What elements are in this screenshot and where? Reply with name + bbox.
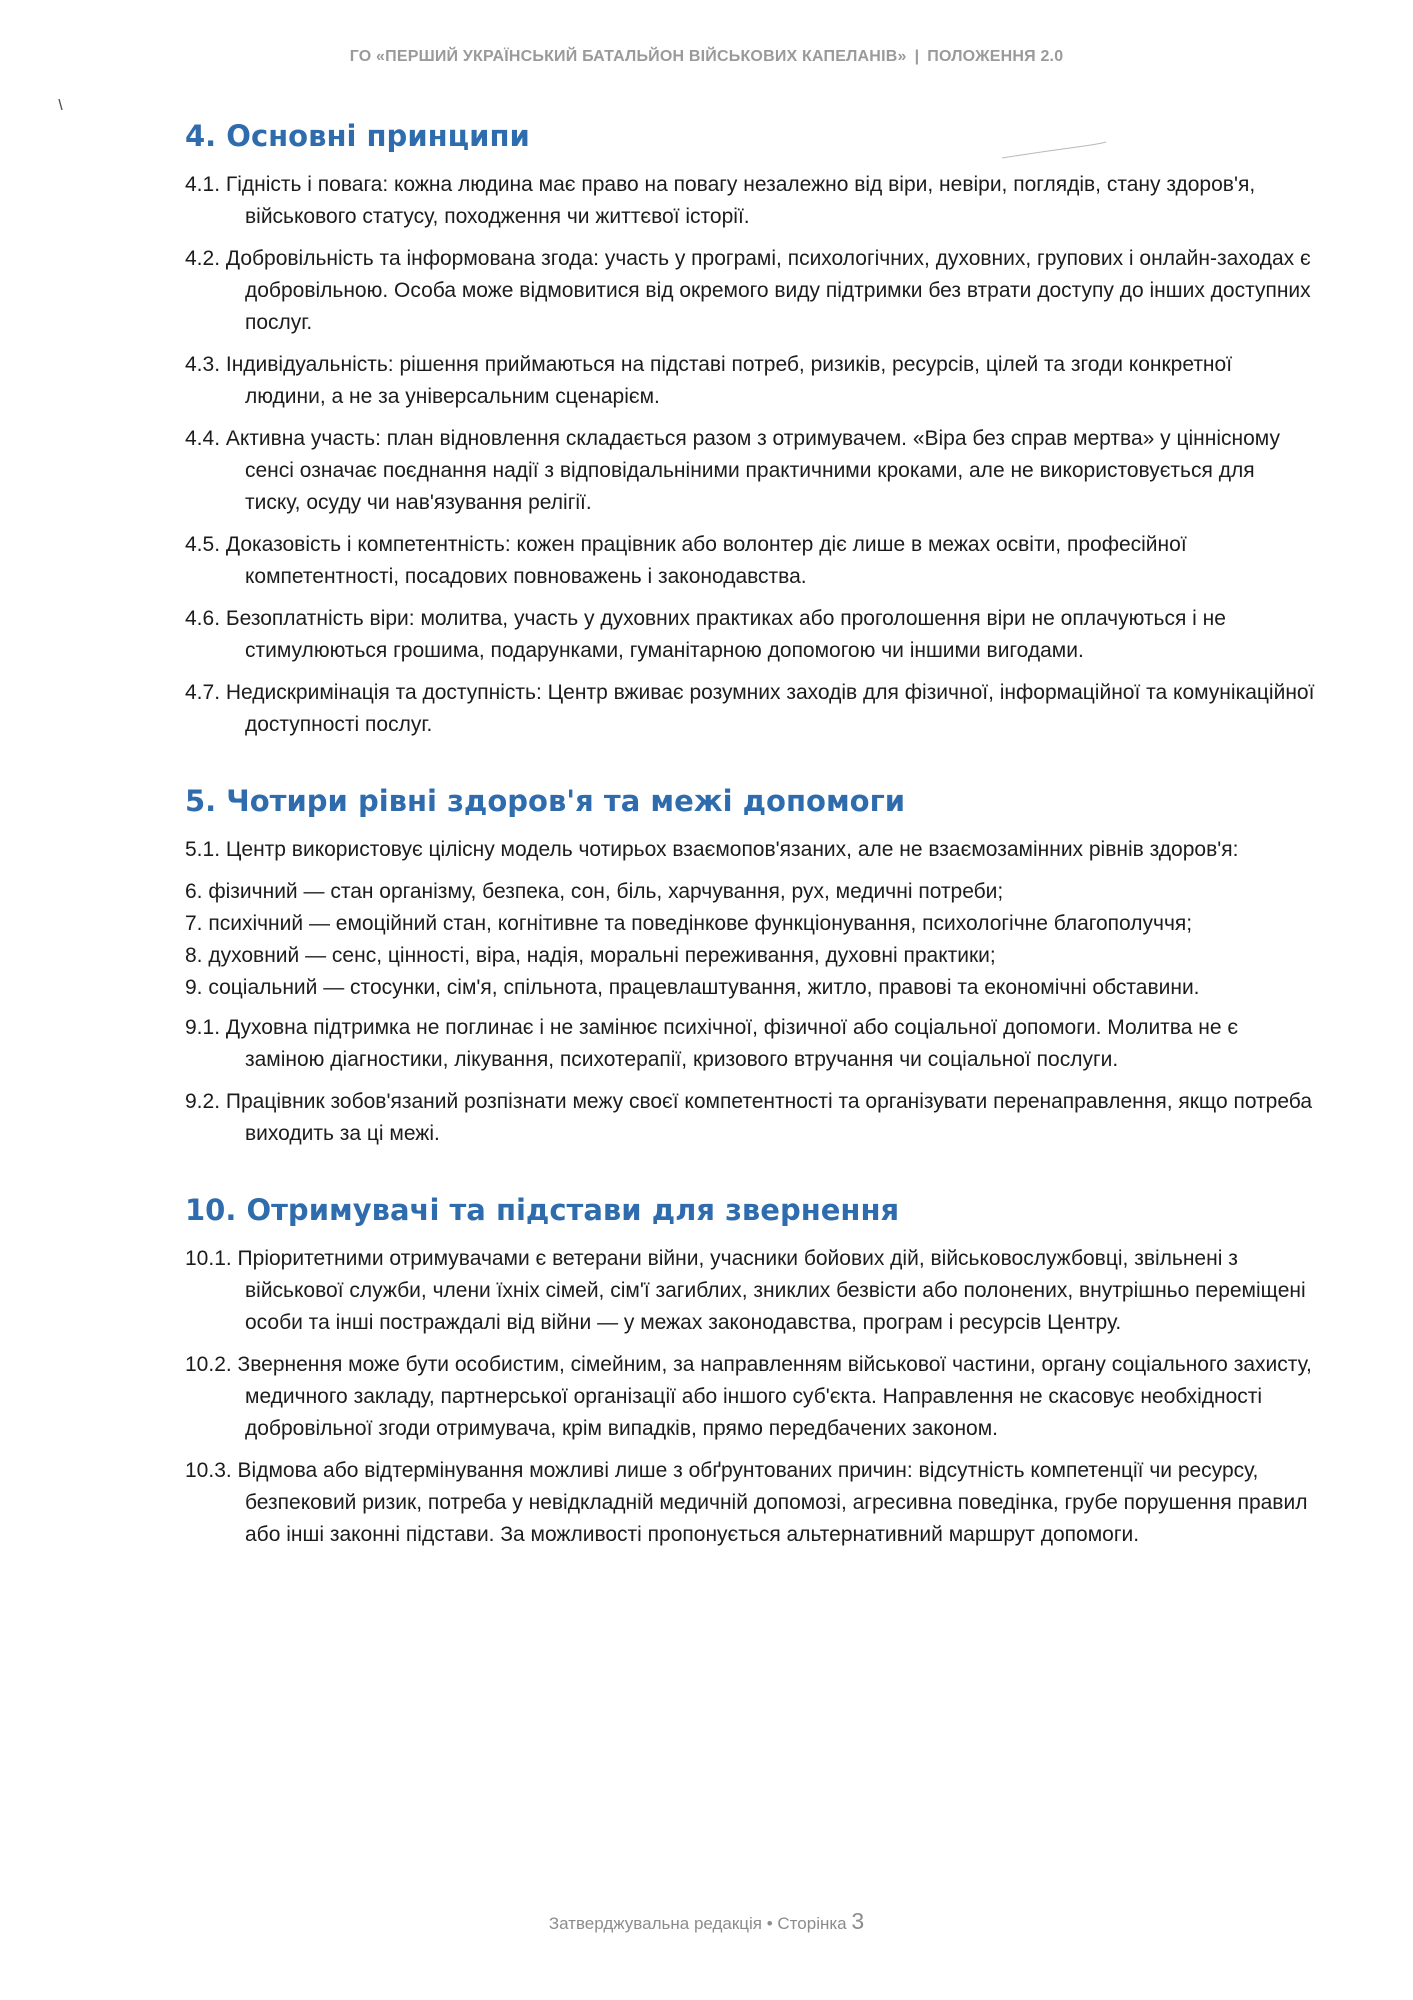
- header-org: ГО «ПЕРШИЙ УКРАЇНСЬКИЙ БАТАЛЬЙОН ВІЙСЬКОВИХ КАПЕЛАНІВ»: [349, 48, 907, 65]
- clause-10-1: 10.1. Пріоритетними отримувачами є ветерани війни, учасники бойових дій, військовослужбовці, звільнені з військової служби, члени їхніх сімей, сім'ї загиблих, зниклих безвісти або полонених, внутрішньо переміщені особи та інші постраждалі від війни — у межах законодавства, програм і ресурсів Центру.: [185, 1247, 1306, 1334]
- page-number: 3: [851, 1908, 865, 1934]
- clause-10-2: 10.2. Звернення може бути особистим, сімейним, за направленням військової частини, органу соціального захисту, медичного закладу, партнерської організації або іншого суб'єкта. Направлення не скасовує необхідності добровільної згоди отримувача, крім випадків, прямо передбачених законом.: [185, 1353, 1312, 1440]
- clause-10-3: 10.3. Відмова або відтермінування можливі лише з обґрунтованих причин: відсутність компетенції чи ресурсу, безпековий ризик, потреба у невідкладній медичній допомозі, агресивна поведінка, грубе порушення правил або інші законні підстави. За можливості пропонується альтернативний маршрут допомоги.: [185, 1459, 1308, 1546]
- document-body: [185, 119, 1315, 1561]
- health-levels-list: [185, 876, 1315, 1004]
- section-10-heading: 10. Отримувачі та підстави для звернення: [185, 1193, 900, 1227]
- header-separator: |: [914, 48, 920, 65]
- clause-4-5: 4.5. Доказовість і компетентність: кожен працівник або волонтер діє лише в межах освіти, професійної компетентності, посадових повноважень і законодавства.: [185, 533, 1187, 588]
- list-item-physical: 6. фізичний — стан організму, безпека, сон, біль, харчування, рух, медичні потреби;: [185, 880, 1004, 903]
- list-item-social: 9. соціальний — стосунки, сім'я, спільнота, працевлаштування, житло, правові та економічні обставини.: [185, 976, 1200, 999]
- section-4-heading: 4. Основні принципи: [185, 119, 530, 153]
- clause-4-7: 4.7. Недискримінація та доступність: Центр вживає розумних заходів для фізичної, інформаційної та комунікаційної доступності послуг.: [185, 681, 1315, 736]
- clause-4-1: 4.1. Гідність і повага: кожна людина має право на повагу незалежно від віри, невіри, поглядів, стану здоров'я, військового статусу, походження чи життєвої історії.: [185, 173, 1256, 228]
- clause-4-3: 4.3. Індивідуальність: рішення приймаються на підставі потреб, ризиків, ресурсів, цілей та згоди конкретної людини, а не за універсальним сценарієм.: [185, 353, 1233, 408]
- footer-text: Затверджувальна редакція • Сторінка: [548, 1914, 847, 1933]
- clause-4-4: 4.4. Активна участь: план відновлення складається разом з отримувачем. «Віра без справ мертва» у ціннісному сенсі означає поєднання надії з відповідальніними практичними кроками, але не використовується для тиску, осуду чи нав'язування релігії.: [185, 427, 1280, 514]
- clause-4-6: 4.6. Безоплатність віри: молитва, участь у духовних практиках або проголошення віри не оплачуються і не стимулюються грошима, подарунками, гуманітарною допомогою чи іншими вигодами.: [185, 607, 1226, 662]
- list-item-spiritual: 8. духовний — сенс, цінності, віра, надія, моральні переживання, духовні практики;: [185, 944, 996, 967]
- page-footer: [0, 1908, 1413, 1935]
- clause-9-1: 9.1. Духовна підтримка не поглинає і не замінює психічної, фізичної або соціальної допомоги. Молитва не є заміною діагностики, лікування, психотерапії, кризового втручання чи соціальної послуги.: [185, 1016, 1239, 1071]
- running-header: [0, 48, 1413, 66]
- clause-5-1: 5.1. Центр використовує цілісну модель чотирьох взаємопов'язаних, але не взаємозамінних рівнів здоров'я:: [185, 838, 1239, 861]
- clause-9-2: 9.2. Працівник зобов'язаний розпізнати межу своєї компетентності та організувати перенаправлення, якщо потреба виходить за ці межі.: [185, 1090, 1313, 1145]
- list-item-mental: 7. психічний — емоційний стан, когнітивне та поведінкове функціонування, психологічне благополуччя;: [185, 912, 1193, 935]
- clause-4-2: 4.2. Добровільність та інформована згода: участь у програмі, психологічних, духовних, групових і онлайн-заходах є добровільною. Особа може відмовитися від окремого виду підтримки без втрати доступу до інших доступних послуг.: [185, 247, 1311, 334]
- section-5-heading: 5. Чотири рівні здоров'я та межі допомоги: [185, 784, 906, 818]
- scan-mark: [58, 98, 64, 112]
- header-doc: ПОЛОЖЕННЯ 2.0: [927, 48, 1064, 65]
